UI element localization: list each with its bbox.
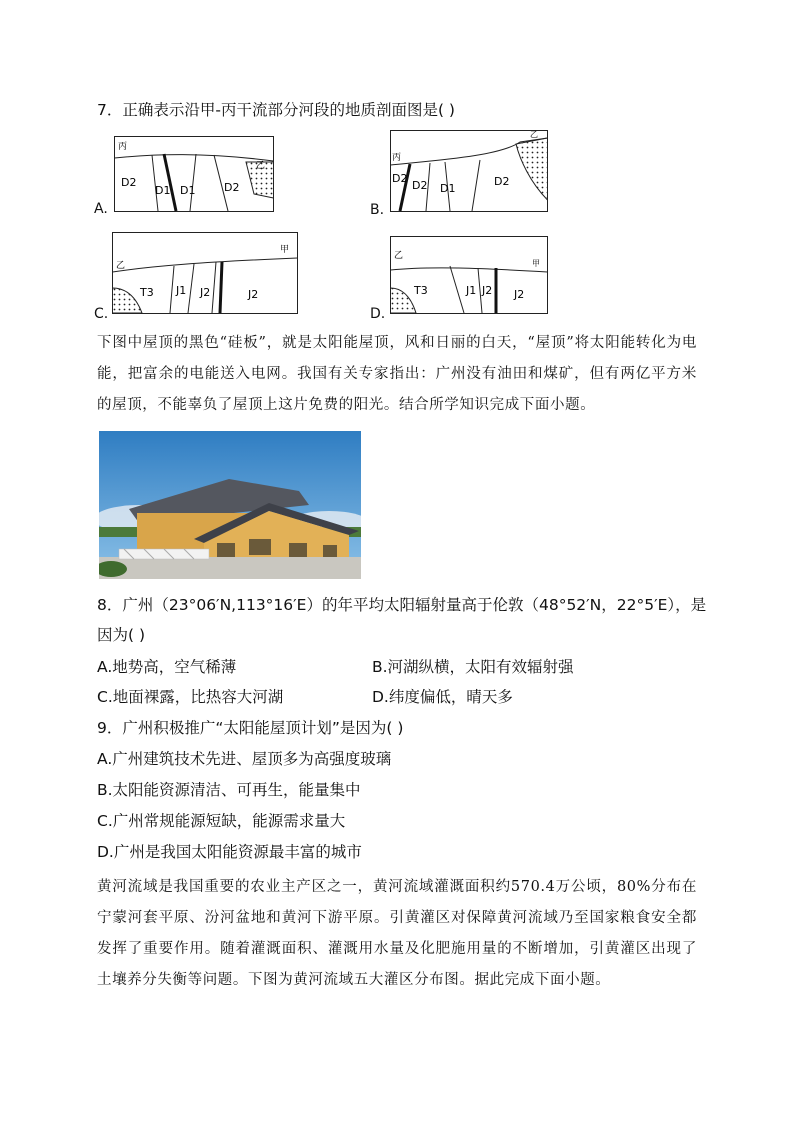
geologic-profile-b (390, 130, 548, 212)
place-label: 丙 (392, 153, 402, 163)
unit-label: D1 (155, 184, 171, 197)
unit-label: J2 (200, 286, 211, 299)
unit-label: D2 (392, 172, 408, 185)
unit-label: D2 (494, 175, 510, 188)
place-label: 甲 (280, 245, 290, 255)
place-label: 甲 (532, 259, 540, 268)
option-label: B. (370, 202, 385, 218)
unit-label: J1 (176, 284, 187, 297)
q8-stem-line1: 8．广州（23°06′N,113°16′E）的年平均太阳辐射量高于伦敦（48°52′N，22°5′E），是 (97, 596, 707, 614)
q7-option-d[interactable] (370, 230, 560, 325)
yellow-river-intro-paragraph: 黄河流域是我国重要的农业主产区之一，黄河流域灌溉面积约570.4万公顷，80%分布在宁蒙河套平原、汾河盆地和黄河下游平原。引黄灌区对保障黄河流域乃至国家粮食安全都发挥了重要作用。随着灌溉面积、灌溉用水量及化肥施用量的不断增加，引黄灌区出现了土壤养分失衡等问题。下图为黄河流域五大灌区分布图。据此完成下面小题。 (97, 879, 697, 988)
unit-label: D2 (121, 176, 137, 189)
q7-option-a[interactable] (94, 130, 284, 220)
unit-label: J1 (466, 284, 477, 297)
unit-label: D2 (224, 181, 240, 194)
q9-option-b[interactable]: B.太阳能资源清洁、可再生，能量集中 (97, 781, 361, 799)
option-label: D. (370, 306, 386, 322)
place-label: 乙 (116, 261, 126, 271)
q8-option-a[interactable]: A.地势高，空气稀薄 (97, 658, 237, 676)
q9-option-a[interactable]: A.广州建筑技术先进、屋顶多为高强度玻璃 (97, 750, 392, 768)
option-label: C. (94, 306, 109, 322)
option-label: A. (94, 201, 108, 217)
place-label: 乙 (394, 251, 404, 261)
q8-option-d[interactable]: D.纬度偏低，晴天多 (372, 688, 513, 706)
unit-label: D2 (412, 179, 428, 192)
unit-label: T3 (414, 284, 428, 297)
unit-label: J2 (248, 288, 259, 301)
q9-option-d[interactable]: D.广州是我国太阳能资源最丰富的城市 (97, 843, 362, 861)
q9-option-c[interactable]: C.广州常规能源短缺，能源需求量大 (97, 812, 346, 830)
place-label: 乙 (256, 161, 266, 171)
unit-label: J2 (482, 284, 493, 297)
geologic-profile-c (112, 232, 298, 314)
unit-label: D1 (180, 184, 196, 197)
q7-option-b[interactable] (370, 128, 560, 218)
place-label: 乙 (530, 130, 538, 139)
q8-option-c[interactable]: C.地面裸露，比热容大河湖 (97, 688, 284, 706)
unit-label: J2 (514, 288, 525, 301)
q8-stem-line2: 因为( ) (97, 626, 146, 644)
place-label: 丙 (118, 142, 128, 152)
unit-label: T3 (140, 286, 154, 299)
q8-option-b[interactable]: B.河湖纵横，太阳有效辐射强 (372, 658, 574, 676)
geologic-profile-a (114, 136, 274, 212)
solar-roof-house-photo (99, 431, 361, 579)
geologic-profile-d (390, 236, 548, 314)
q7-option-c[interactable] (94, 230, 304, 325)
q7-stem: 7．正确表示沿甲-丙干流部分河段的地质剖面图是( ) (97, 101, 455, 119)
unit-label: D1 (440, 182, 456, 195)
q9-stem: 9．广州积极推广“太阳能屋顶计划”是因为( ) (97, 719, 404, 737)
solar-intro-paragraph: 下图中屋顶的黑色“硅板”，就是太阳能屋顶，风和日丽的白天，“屋顶”将太阳能转化为电能，把富余的电能送入电网。我国有关专家指出：广州没有油田和煤矿，但有两亿平方米的屋顶，不能辜负了屋顶上这片免费的阳光。结合所学知识完成下面小题。 (97, 335, 697, 413)
